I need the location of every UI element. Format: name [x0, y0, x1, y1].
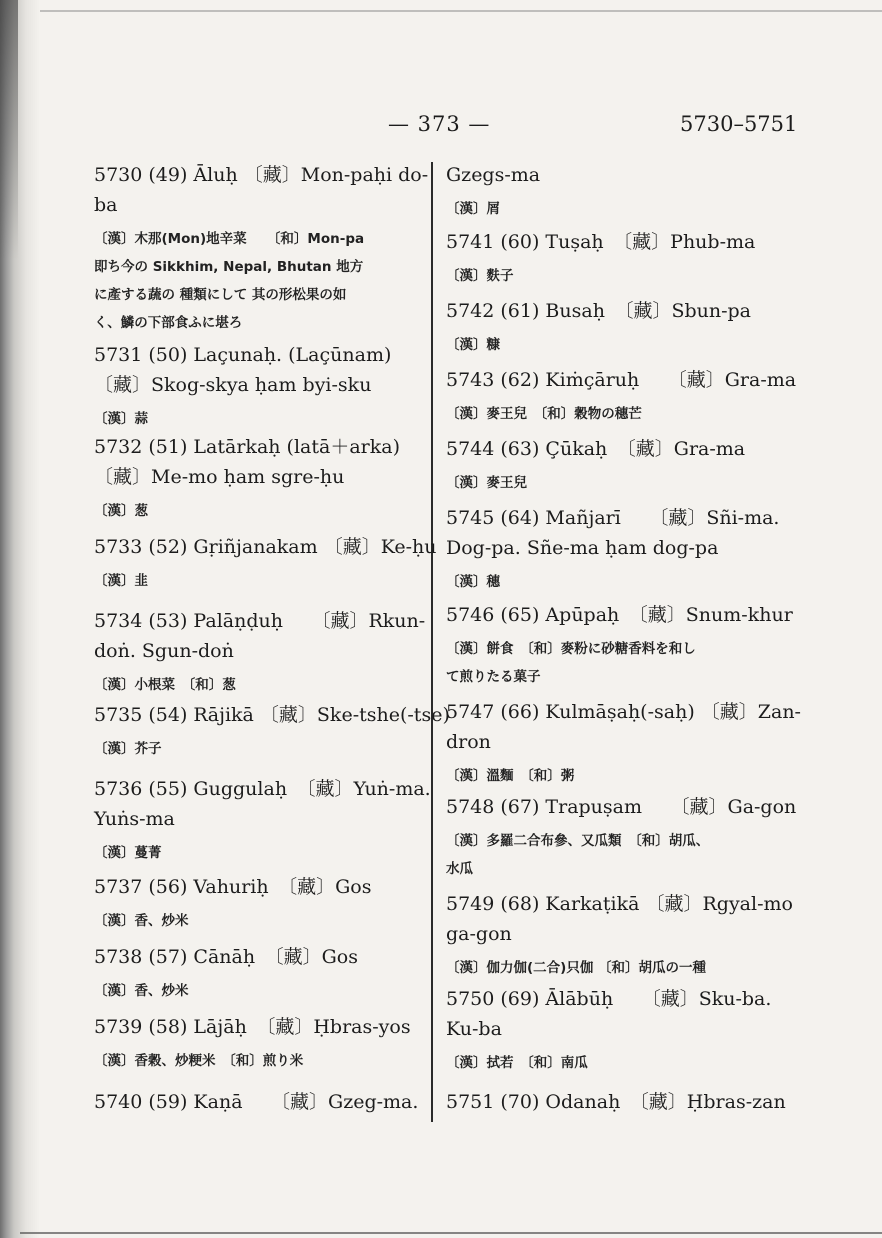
- entry-continuation: doṅ. Sgun-doṅ: [94, 640, 234, 662]
- entry-continuation: 〔藏〕Me-mo ḥam sgre-ḥu: [94, 466, 345, 488]
- dictionary-entry: [94, 1012, 411, 1074]
- entry-continuation: 〔藏〕Skog-skya ḥam byi-sku: [94, 374, 372, 396]
- entry-gloss: 〔漢〕穗: [446, 574, 500, 590]
- entry-gloss: 〔漢〕韭: [94, 573, 148, 589]
- entry-gloss: 〔漢〕葱: [94, 503, 148, 519]
- entry-gloss: 〔漢〕蒜: [94, 411, 148, 427]
- entry-headword: 5731 (50) Laçunaḥ. (Laçūnam): [94, 344, 392, 366]
- entry-gloss: 〔漢〕麩子: [446, 268, 514, 284]
- dictionary-entry: [94, 774, 431, 866]
- entry-headword: 5743 (62) Kiṁçāruḥ 〔藏〕Gra-ma: [446, 369, 797, 391]
- entry-gloss: 〔漢〕多羅二合布參、又瓜類 〔和〕胡瓜、: [446, 833, 710, 849]
- dictionary-entry: [94, 872, 371, 934]
- entry-headword: 5734 (53) Palāṇḍuḥ 〔藏〕Rkun-: [94, 610, 426, 632]
- entry-gloss: 〔漢〕拭若 〔和〕南瓜: [446, 1055, 588, 1071]
- dictionary-entry: [446, 1087, 786, 1117]
- dictionary-entry: [446, 503, 779, 595]
- entry-headword: Gzegs-ma: [446, 164, 541, 186]
- entry-gloss: 〔漢〕香、炒米: [94, 913, 189, 929]
- entry-headword: 5735 (54) Rājikā 〔藏〕Ske-tshe(-tse): [94, 704, 450, 726]
- entry-headword: 5739 (58) Lājāḥ 〔藏〕Ḥbras-yos: [94, 1016, 411, 1038]
- entry-continuation: Dog-pa. Sñe-ma ḥam dog-pa: [446, 537, 719, 559]
- scan-shadow-corner: [0, 0, 18, 260]
- entry-headword: 5748 (67) Trapuṣam 〔藏〕Ga-gon: [446, 796, 797, 818]
- entry-headword: 5751 (70) Odanaḥ 〔藏〕Ḥbras-zan: [446, 1091, 786, 1113]
- entry-headword: 5745 (64) Mañjarī 〔藏〕Sñi-ma.: [446, 507, 780, 529]
- dictionary-entry: [94, 532, 437, 594]
- entry-headword: 5736 (55) Guggulaḥ 〔藏〕Yuṅ-ma.: [94, 778, 431, 800]
- entry-gloss: く、鱗の下部食ふに堪ろ: [94, 315, 243, 331]
- entry-continuation: Yuṅs-ma: [94, 808, 175, 830]
- entry-continuation: Ku-ba: [446, 1018, 502, 1040]
- entry-headword: 5740 (59) Kaṇā 〔藏〕Gzeg-ma.: [94, 1091, 419, 1113]
- entry-gloss: 〔漢〕小根菜 〔和〕葱: [94, 677, 236, 693]
- entry-gloss: 〔漢〕麥王兒: [446, 475, 527, 491]
- entry-gloss: に產する蔬の 種類にして 其の形松果の如: [94, 287, 347, 303]
- entry-headword: 5744 (63) Çūkaḥ 〔藏〕Gra-ma: [446, 438, 746, 460]
- dictionary-entry: [446, 889, 793, 981]
- dictionary-entry: [94, 700, 450, 762]
- entry-headword: 5750 (69) Ālābūḥ 〔藏〕Sku-ba.: [446, 988, 772, 1010]
- dictionary-entry: [94, 340, 391, 432]
- dictionary-entry: [94, 432, 400, 524]
- entry-headword: 5737 (56) Vahuriḥ 〔藏〕Gos: [94, 876, 372, 898]
- entry-gloss: 〔漢〕伽力伽(二合)只伽 〔和〕胡瓜の一種: [446, 960, 707, 976]
- dictionary-entry: [446, 600, 793, 690]
- dictionary-entry: [446, 697, 801, 789]
- entry-gloss: 〔漢〕蔓菁: [94, 845, 162, 861]
- dictionary-entry: [94, 942, 358, 1004]
- column-divider: [431, 162, 433, 1122]
- entry-range: 5730–5751: [680, 112, 798, 136]
- dictionary-entry: [446, 984, 771, 1076]
- dictionary-entry: [446, 434, 745, 496]
- dictionary-entry: [94, 606, 425, 698]
- page-top-edge: [40, 10, 882, 12]
- entry-headword: 5738 (57) Cānāḥ 〔藏〕Gos: [94, 946, 358, 968]
- entry-headword: 5730 (49) Āluḥ 〔藏〕Mon-paḥi do-: [94, 164, 429, 186]
- entry-headword: 5749 (68) Karkaṭikā 〔藏〕Rgyal-mo: [446, 893, 793, 915]
- entry-gloss: 〔漢〕麥王兒 〔和〕穀物の穗芒: [446, 406, 642, 422]
- entry-gloss: 〔漢〕餅食 〔和〕麥粉に砂糖香料を和し: [446, 641, 696, 657]
- entry-headword: 5732 (51) Latārkaḥ (latā＋arka): [94, 436, 400, 458]
- entry-continuation: ga-gon: [446, 923, 512, 945]
- entry-gloss: 〔漢〕香、炒米: [94, 983, 189, 999]
- entry-gloss: 水瓜: [446, 861, 473, 877]
- entry-continuation: dron: [446, 731, 491, 753]
- entry-gloss: 〔漢〕屑: [446, 201, 500, 217]
- entry-gloss: 〔漢〕木那(Mon)地辛菜 〔和〕Mon-pa: [94, 231, 365, 247]
- page-number: — 373 —: [388, 112, 491, 136]
- entry-gloss: 即ち今の Sikkhim, Nepal, Bhutan 地方: [94, 259, 364, 275]
- dictionary-entry: [446, 160, 540, 222]
- entry-gloss: 〔漢〕芥子: [94, 741, 162, 757]
- dictionary-entry: [446, 227, 755, 289]
- entry-continuation: ba: [94, 194, 118, 216]
- entry-gloss: 〔漢〕糠: [446, 337, 500, 353]
- entry-headword: 5742 (61) Busaḥ 〔藏〕Sbun-pa: [446, 300, 752, 322]
- dictionary-entry: [446, 296, 751, 358]
- entry-gloss: 〔漢〕溫麵 〔和〕粥: [446, 768, 575, 784]
- entry-headword: 5747 (66) Kulmāṣaḥ(-saḥ) 〔藏〕Zan-: [446, 701, 801, 723]
- dictionary-entry: [94, 1087, 418, 1117]
- dictionary-entry: [446, 365, 796, 427]
- entry-gloss: て煎りたる菓子: [446, 669, 541, 685]
- entry-gloss: 〔漢〕香穀、炒粳米 〔和〕煎り米: [94, 1053, 304, 1069]
- entry-headword: 5733 (52) Gṛiñjanakam 〔藏〕Ke-ḥu: [94, 536, 437, 558]
- dictionary-entry: [94, 160, 428, 336]
- page-bottom-edge: [20, 1232, 882, 1234]
- entry-headword: 5741 (60) Tuṣaḥ 〔藏〕Phub-ma: [446, 231, 756, 253]
- dictionary-entry: [446, 792, 796, 882]
- entry-headword: 5746 (65) Apūpaḥ 〔藏〕Snum-khur: [446, 604, 793, 626]
